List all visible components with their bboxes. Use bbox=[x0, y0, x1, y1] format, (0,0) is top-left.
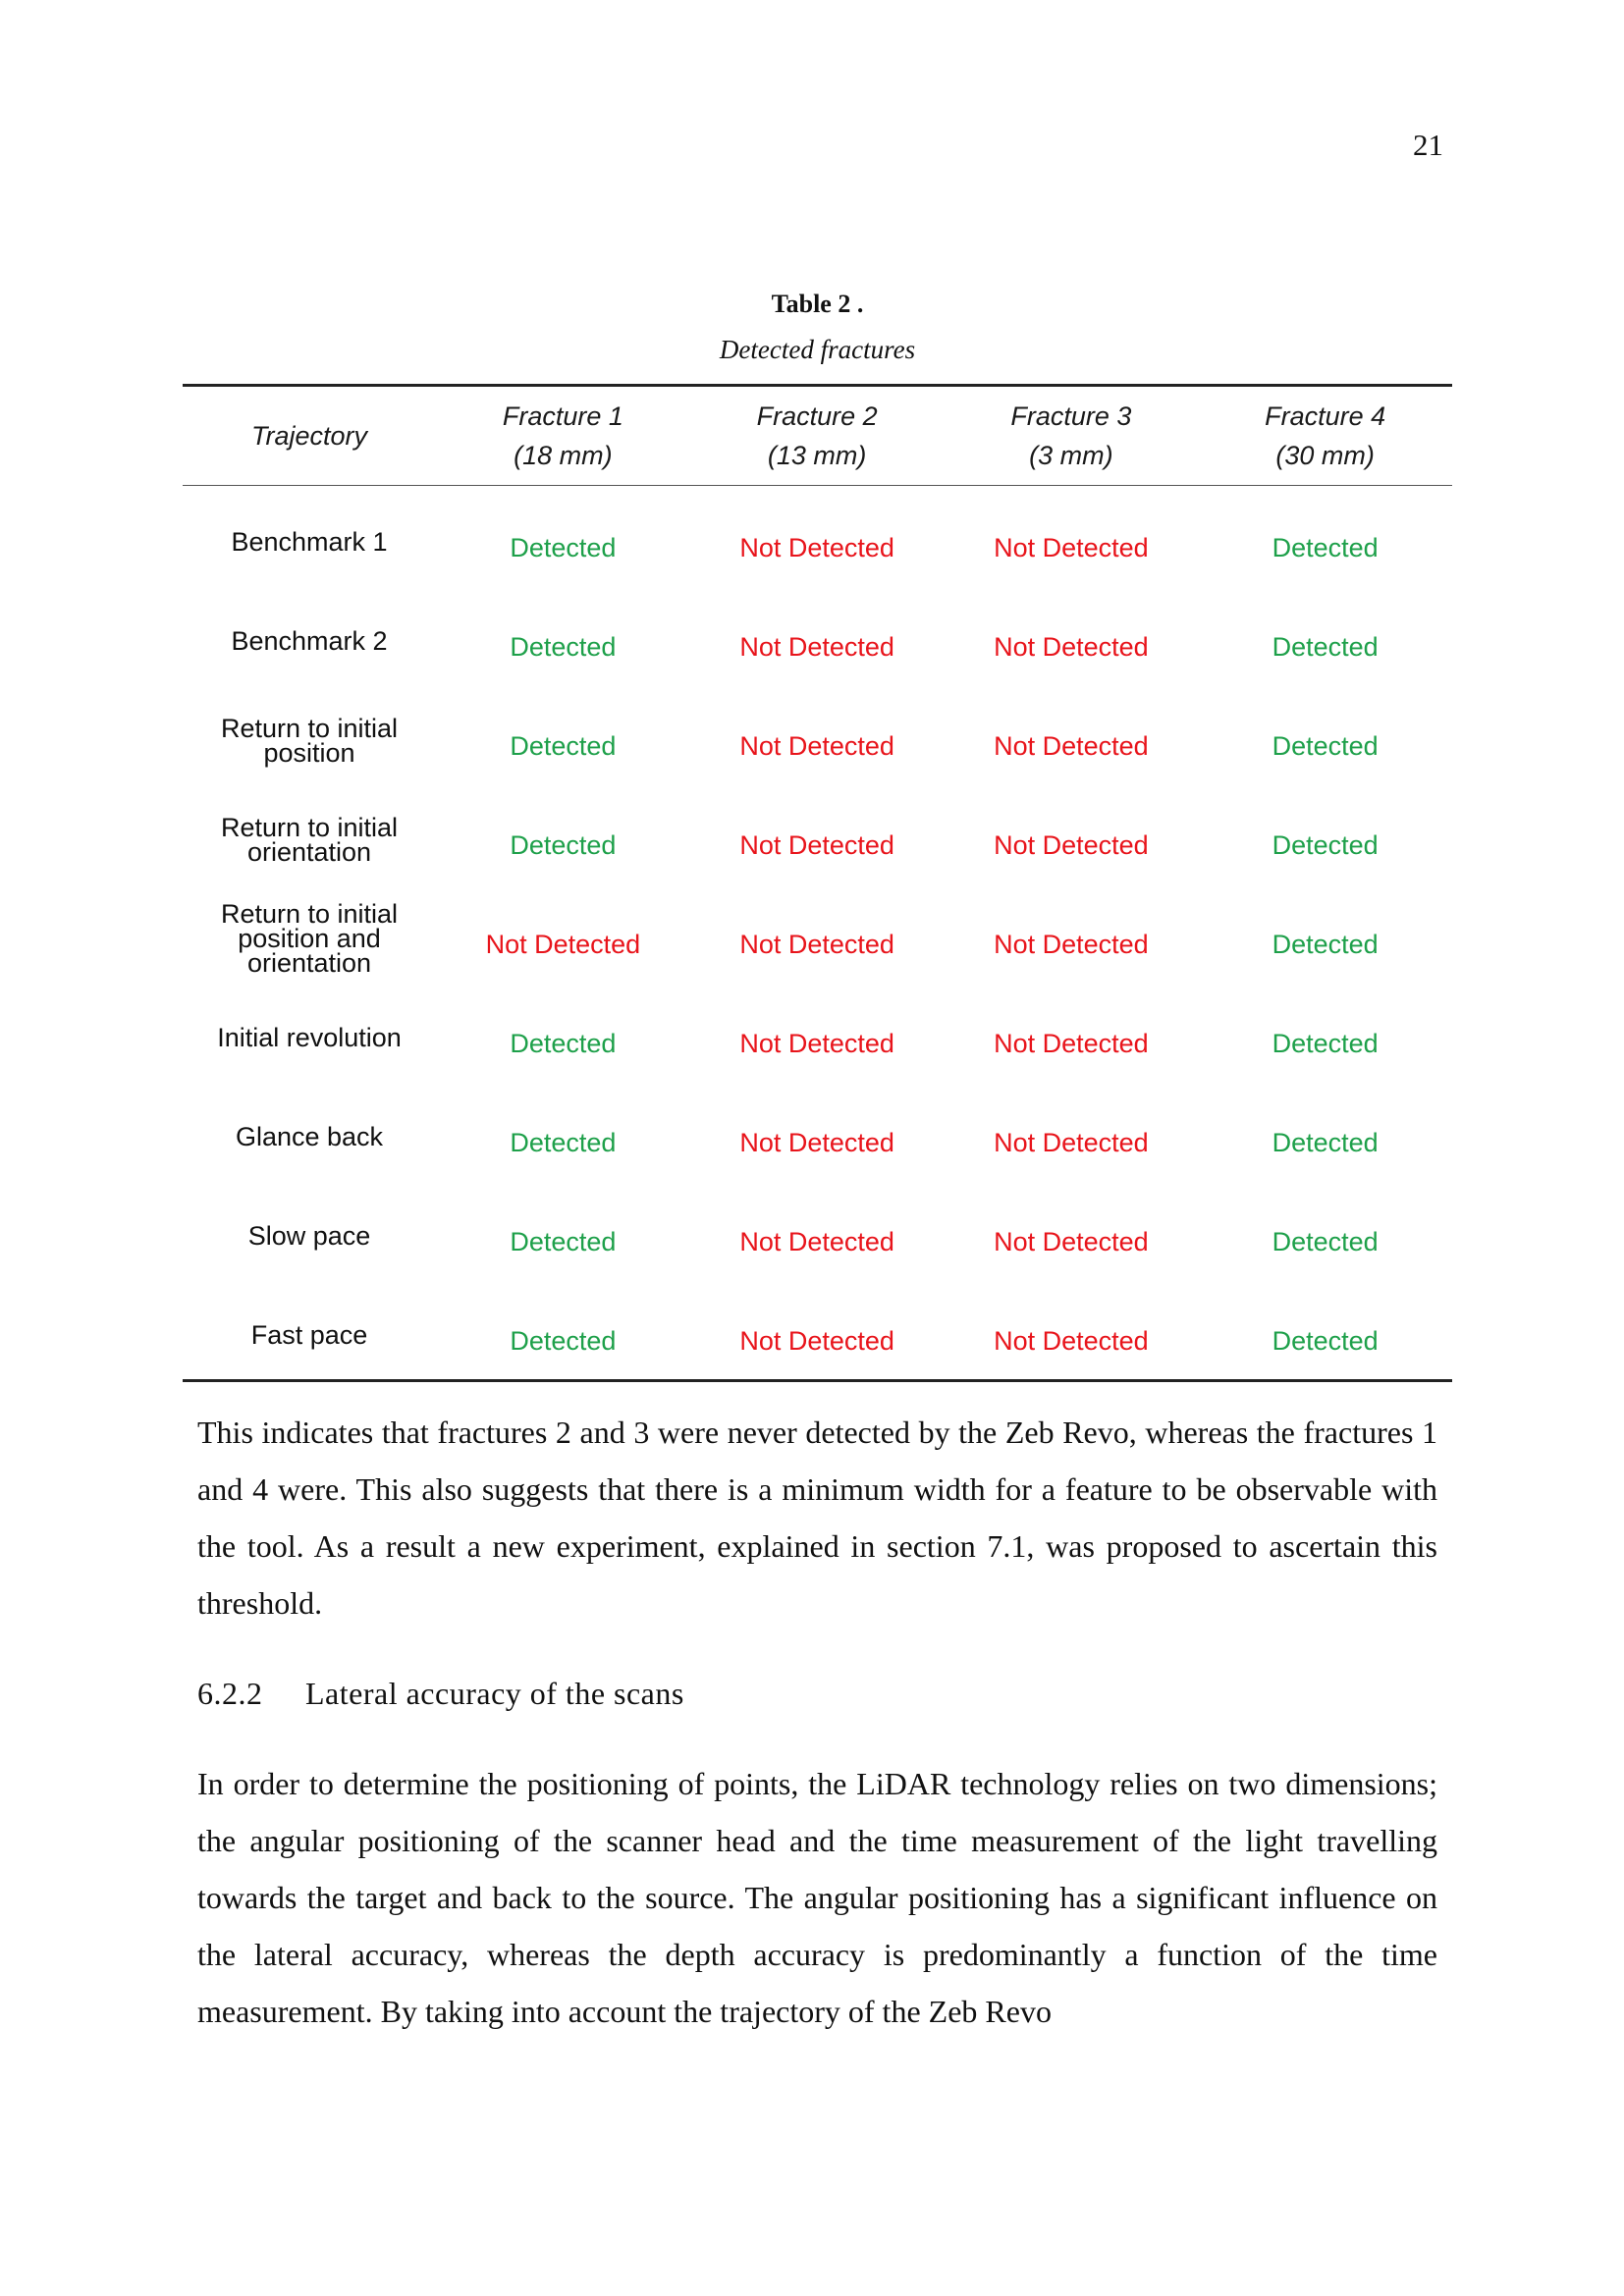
table-row bbox=[183, 598, 1452, 697]
fracture-2-status-cell bbox=[690, 994, 945, 1094]
status-label: Detected bbox=[510, 1326, 617, 1356]
status-label: Not Detected bbox=[994, 1029, 1149, 1058]
table-title: Detected fractures bbox=[719, 335, 916, 364]
table-row bbox=[183, 895, 1452, 994]
fracture-4-status-cell bbox=[1198, 1292, 1452, 1391]
fracture-2-status-cell bbox=[690, 1094, 945, 1193]
header-fracture-2: Fracture 2 (13 mm) bbox=[756, 401, 878, 470]
trajectory-label: Return to initial bbox=[220, 812, 399, 842]
fracture-2-status-cell bbox=[690, 796, 945, 895]
trajectory-cell bbox=[183, 796, 436, 895]
fracture-4-status-cell bbox=[1198, 1094, 1452, 1193]
table-caption bbox=[183, 285, 1452, 369]
status-label: Not Detected bbox=[739, 930, 894, 959]
status-label: Detected bbox=[1272, 1227, 1379, 1256]
fracture-3-status-cell bbox=[945, 598, 1199, 697]
paragraph-lateral-accuracy: In order to determine the positioning of points, the LiDAR technology relies on two dimensions; the angular positioning of the scanner head and the time measurement of the light travelling towards the target and back to the source. The angular positioning has a significant influence on the lateral accuracy, whereas the depth accuracy is predominantly a function of the time measurement. By taking into account the trajectory of the Zeb Revo bbox=[197, 1766, 1437, 2029]
fracture-1-status-cell bbox=[436, 598, 690, 697]
trajectory-cell bbox=[183, 485, 436, 598]
status-label: Not Detected bbox=[739, 1326, 894, 1356]
trajectory-cell bbox=[183, 895, 436, 994]
detected-fractures-table bbox=[183, 387, 1452, 1391]
status-label: Detected bbox=[510, 1029, 617, 1058]
header-fracture-4: Fracture 4 (30 mm) bbox=[1265, 401, 1386, 470]
status-label: Detected bbox=[510, 1227, 617, 1256]
section-title: Lateral accuracy of the scans bbox=[305, 1676, 684, 1711]
trajectory-label: position bbox=[263, 737, 355, 768]
status-label: Not Detected bbox=[994, 632, 1149, 662]
fracture-3-status-cell bbox=[945, 1094, 1199, 1193]
fracture-4-status-cell bbox=[1198, 697, 1452, 796]
fracture-3-status-cell bbox=[945, 994, 1199, 1094]
status-label: Detected bbox=[1272, 830, 1379, 860]
fracture-4-status-cell bbox=[1198, 895, 1452, 994]
fracture-4-status-cell bbox=[1198, 485, 1452, 598]
fracture-2-status-cell bbox=[690, 1292, 945, 1391]
table-row bbox=[183, 1193, 1452, 1292]
fracture-3-status-cell bbox=[945, 796, 1199, 895]
status-label: Not Detected bbox=[485, 930, 641, 959]
fracture-1-status-cell bbox=[436, 1193, 690, 1292]
status-label: Not Detected bbox=[739, 533, 894, 562]
fracture-1-status-cell bbox=[436, 1094, 690, 1193]
table-row bbox=[183, 1292, 1452, 1391]
status-label: Not Detected bbox=[739, 1029, 894, 1058]
fracture-2-status-cell bbox=[690, 598, 945, 697]
fracture-1-status-cell bbox=[436, 485, 690, 598]
status-label: Detected bbox=[1272, 930, 1379, 959]
trajectory-label: Return to initial bbox=[220, 899, 399, 929]
status-label: Not Detected bbox=[739, 1128, 894, 1157]
table-row bbox=[183, 485, 1452, 598]
fracture-3-status-cell bbox=[945, 697, 1199, 796]
trajectory-label: orientation bbox=[246, 948, 372, 978]
fracture-1-status-cell bbox=[436, 1292, 690, 1391]
status-label: Not Detected bbox=[994, 731, 1149, 761]
fracture-4-status-cell bbox=[1198, 796, 1452, 895]
table-header-row bbox=[183, 387, 1452, 485]
trajectory-cell bbox=[183, 1292, 436, 1391]
fracture-3-status-cell bbox=[945, 895, 1199, 994]
trajectory-label: Return to initial bbox=[220, 713, 399, 743]
status-label: Detected bbox=[510, 1128, 617, 1157]
table-row bbox=[183, 994, 1452, 1094]
status-label: Not Detected bbox=[739, 731, 894, 761]
trajectory-cell bbox=[183, 1193, 436, 1292]
fracture-3-status-cell bbox=[945, 485, 1199, 598]
header-fracture-3: Fracture 3 (3 mm) bbox=[1010, 401, 1132, 470]
fracture-2-status-cell bbox=[690, 1193, 945, 1292]
header-fracture-1: Fracture 1 (18 mm) bbox=[502, 401, 623, 470]
status-label: Detected bbox=[510, 830, 617, 860]
status-label: Not Detected bbox=[994, 930, 1149, 959]
status-label: Not Detected bbox=[739, 1227, 894, 1256]
trajectory-label: Fast pace bbox=[250, 1320, 368, 1350]
status-label: Detected bbox=[1272, 533, 1379, 562]
paragraph-fracture-summary: This indicates that fractures 2 and 3 were never detected by the Zeb Revo, whereas the fractures 1 and 4 were. This also suggests that there is a minimum width for a feature to be observable with the tool. As a result a new experiment, explained in section 7.1, was proposed to ascertain this threshold. bbox=[197, 1415, 1437, 1621]
table-body bbox=[183, 485, 1452, 1391]
trajectory-label: orientation bbox=[246, 836, 372, 867]
table-row bbox=[183, 796, 1452, 895]
status-label: Not Detected bbox=[994, 1227, 1149, 1256]
status-label: Detected bbox=[1272, 632, 1379, 662]
trajectory-label: Benchmark 1 bbox=[231, 527, 388, 557]
status-label: Detected bbox=[1272, 731, 1379, 761]
page-number: 21 bbox=[1413, 128, 1443, 162]
trajectory-label: Glance back bbox=[235, 1122, 384, 1151]
status-label: Not Detected bbox=[739, 632, 894, 662]
fracture-2-status-cell bbox=[690, 485, 945, 598]
status-label: Detected bbox=[1272, 1326, 1379, 1356]
status-label: Not Detected bbox=[994, 830, 1149, 860]
section-heading bbox=[197, 1665, 684, 1722]
trajectory-label: Benchmark 2 bbox=[231, 626, 388, 656]
trajectory-label: Initial revolution bbox=[217, 1023, 402, 1052]
status-label: Detected bbox=[510, 632, 617, 662]
fracture-3-status-cell bbox=[945, 1292, 1199, 1391]
trajectory-cell bbox=[183, 598, 436, 697]
fracture-2-status-cell bbox=[690, 895, 945, 994]
fracture-1-status-cell bbox=[436, 994, 690, 1094]
status-label: Detected bbox=[510, 731, 617, 761]
trajectory-cell bbox=[183, 697, 436, 796]
status-label: Detected bbox=[510, 533, 617, 562]
trajectory-label: position and bbox=[238, 924, 381, 953]
status-label: Not Detected bbox=[994, 1326, 1149, 1356]
status-label: Detected bbox=[1272, 1029, 1379, 1058]
fracture-3-status-cell bbox=[945, 1193, 1199, 1292]
trajectory-label: Slow pace bbox=[247, 1221, 371, 1251]
fracture-4-status-cell bbox=[1198, 598, 1452, 697]
fracture-4-status-cell bbox=[1198, 994, 1452, 1094]
status-label: Not Detected bbox=[994, 1128, 1149, 1157]
table-label: Table 2 . bbox=[771, 290, 864, 318]
fracture-1-status-cell bbox=[436, 895, 690, 994]
fracture-2-status-cell bbox=[690, 697, 945, 796]
status-label: Not Detected bbox=[994, 533, 1149, 562]
trajectory-cell bbox=[183, 1094, 436, 1193]
table-row bbox=[183, 697, 1452, 796]
fracture-1-status-cell bbox=[436, 796, 690, 895]
fracture-4-status-cell bbox=[1198, 1193, 1452, 1292]
status-label: Detected bbox=[1272, 1128, 1379, 1157]
status-label: Not Detected bbox=[739, 830, 894, 860]
header-trajectory: Trajectory bbox=[250, 421, 368, 451]
section-number: 6.2.2 bbox=[197, 1676, 263, 1711]
trajectory-cell bbox=[183, 994, 436, 1094]
table-row bbox=[183, 1094, 1452, 1193]
fracture-1-status-cell bbox=[436, 697, 690, 796]
